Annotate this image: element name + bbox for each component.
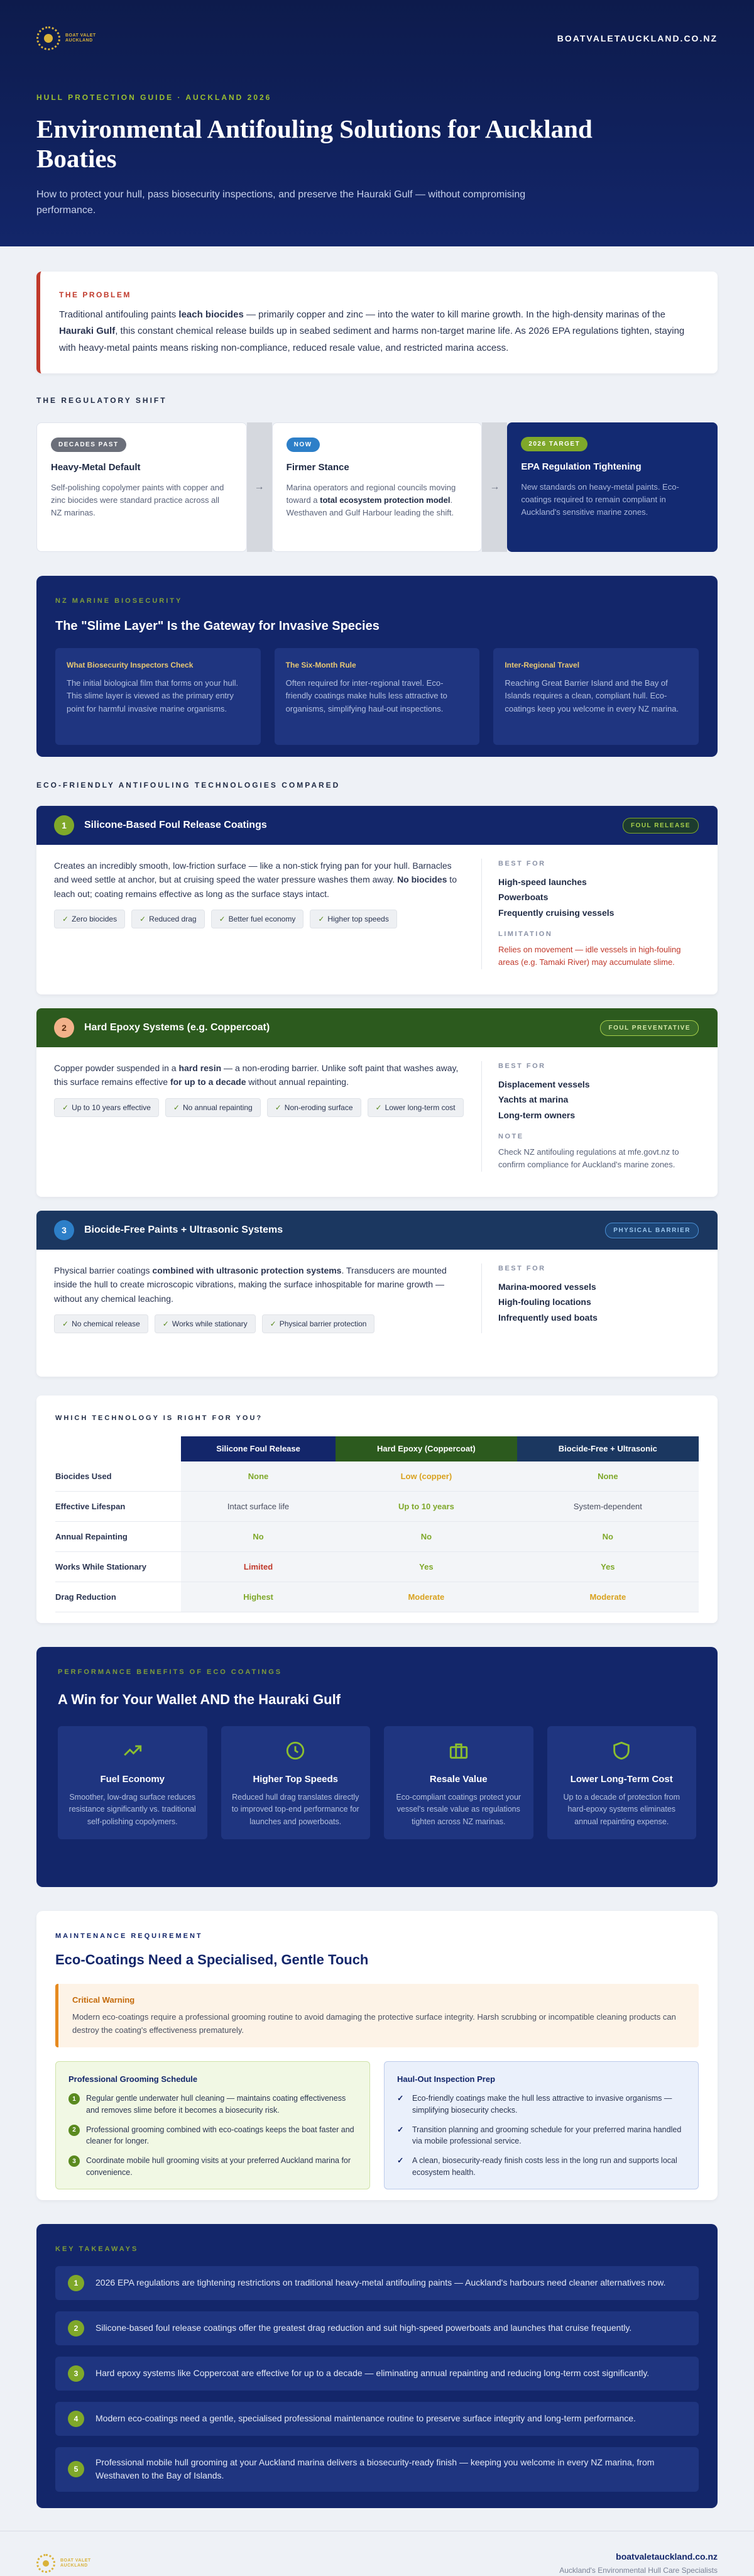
arrow-right-icon: →	[482, 422, 507, 552]
table-row	[55, 1552, 699, 1582]
problem-label: THE PROBLEM	[59, 290, 131, 299]
takeaway-item: 5 Professional mobile hull grooming at your Auckland marina delivers a biosecurity-ready finish — keeping you welcome in every NZ marina, from Westhaven to the Bay of Islands.	[55, 2447, 699, 2492]
step-title: Firmer Stance	[286, 462, 349, 473]
warning-text: Modern eco-coatings require a professional grooming routine to avoid damaging the protective surface integrity. Harsh scrubbing or incompatible cleaning products can destroy the coating's effectiveness prematurely.	[72, 2012, 676, 2035]
check-icon: ✓	[275, 1103, 281, 1112]
row-label: Effective Lifespan	[55, 1492, 181, 1522]
critical-warning	[55, 1984, 699, 2047]
table-cell: No	[517, 1522, 699, 1552]
performance-section	[36, 1647, 718, 1887]
best-for-item: Long-term owners	[498, 1109, 576, 1120]
maintenance-title: Eco-Coatings Need a Specialised, Gentle Touch	[55, 1951, 369, 1968]
footer-url-link[interactable]: boatvaletauckland.co.nz	[616, 2551, 718, 2562]
benefit-card	[58, 1726, 207, 1839]
card-title: Inter-Regional Travel	[505, 660, 580, 669]
tech-description: Physical barrier coatings combined with ultrasonic protection systems. Transducers are mounted inside the hull to create microscopic vibrations, making the surface inhospitable for marine growth — without any chemical leaching.	[54, 1265, 447, 1304]
check-icon: ✓	[219, 915, 226, 924]
timeline-step-2026	[507, 422, 718, 552]
table-row	[55, 1582, 699, 1612]
tech-tag: PHYSICAL BARRIER	[605, 1223, 699, 1238]
table-row	[55, 1492, 699, 1522]
step-badge: DECADES PAST	[51, 438, 126, 452]
hero-subtitle: How to protect your hull, pass biosecurity inspections, and preserve the Hauraki Gulf — without compromising performance.	[36, 189, 526, 216]
benefit-title: Fuel Economy	[100, 1773, 165, 1785]
check-icon: ✓	[397, 2156, 404, 2166]
table-row	[55, 1461, 699, 1492]
tech-number: 3	[54, 1220, 74, 1240]
tech-card-ultrasonic	[36, 1211, 718, 1377]
problem-text: Traditional antifouling paints leach biocides — primarily copper and zinc — into the water to kill marine growth. In the high-density marinas of the Hauraki Gulf, this constant chemical release builds up in seabed sediment and harms non-target marine life. As 2026 EPA regulations tighten, staying with heavy-metal paints means risking non-compliance, reduced resale value, and restricted marina access.	[59, 309, 685, 353]
briefcase-icon	[448, 1740, 469, 1761]
check-icon: ✓	[397, 2125, 404, 2134]
column-header: Silicone Foul Release	[181, 1436, 336, 1461]
comparison-table	[55, 1436, 699, 1613]
step-text: Marina operators and regional councils moving toward a total ecosystem protection model. Westhaven and Gulf Harbour leading the shift.	[286, 482, 456, 517]
tech-section-label: ECO-FRIENDLY ANTIFOULING TECHNOLOGIES COMPARED	[36, 781, 341, 790]
table-cell: Low (copper)	[336, 1461, 517, 1492]
tech-title: Hard Epoxy Systems (e.g. Coppercoat)	[84, 1022, 270, 1033]
regulatory-label: THE REGULATORY SHIFT	[36, 396, 167, 405]
table-cell: Moderate	[336, 1582, 517, 1612]
logo-line-2: AUCKLAND	[65, 38, 93, 43]
page-title: Environmental Antifouling Solutions for Auckland Boaties	[36, 114, 593, 173]
tech-description: Copper powder suspended in a hard resin — a non-eroding barrier. Unlike soft paint that washes away, this surface remains effective for up to a decade without annual repainting.	[54, 1063, 459, 1087]
takeaway-item: 3 Hard epoxy systems like Coppercoat are effective for up to a decade — eliminating annual repainting and reducing long-term cost significantly.	[55, 2357, 699, 2391]
grooming-step: 2 Professional grooming combined with eco-coatings keeps the boat faster and cleaner for longer.	[68, 2124, 357, 2148]
check-icon: ✓	[397, 2094, 404, 2103]
problem-callout	[36, 272, 718, 373]
benefit-text: Up to a decade of protection from hard-epoxy systems eliminates annual repainting expense.	[563, 1793, 680, 1826]
haulout-prep	[384, 2061, 699, 2189]
arrow-right-icon: →	[247, 422, 272, 552]
step-title: Heavy-Metal Default	[51, 462, 141, 473]
step-text: New standards on heavy-metal paints. Eco-coatings required to remain compliant in Auckland's sensitive marine zones.	[521, 482, 679, 517]
footer-tagline: Auckland's Environmental Hull Care Specialists	[559, 2566, 718, 2575]
biosecurity-card	[493, 648, 699, 745]
row-label: Works While Stationary	[55, 1552, 181, 1582]
benefit-text: Smoother, low-drag surface reduces resistance significantly vs. traditional self-polishing copolymers.	[68, 1793, 196, 1826]
note-text: Check NZ antifouling regulations at mfe.govt.nz to confirm compliance for Auckland's marine zones.	[498, 1147, 679, 1170]
check-icon: ✓	[139, 915, 146, 924]
trending-up-icon	[122, 1740, 143, 1761]
step-badge: NOW	[287, 438, 320, 452]
takeaway-item: 2 Silicone-based foul release coatings offer the greatest drag reduction and suit high-speed powerboats and launches that cruise frequently.	[55, 2311, 699, 2345]
check-icon: ✓	[270, 1319, 276, 1329]
site-url-link[interactable]: BOATVALETAUCKLAND.CO.NZ	[557, 33, 718, 43]
best-for-item: High-speed launches	[498, 876, 587, 887]
footer-logo[interactable]: BOAT VALET AUCKLAND	[36, 2554, 91, 2573]
feature-chip: ✓ Higher top speeds	[310, 910, 396, 928]
performance-title: A Win for Your Wallet AND the Hauraki Gulf	[58, 1691, 341, 1707]
feature-chip: ✓ Lower long-term cost	[368, 1098, 464, 1117]
key-takeaways-section	[36, 2224, 718, 2508]
comparison-table-section	[36, 1395, 718, 1623]
takeaway-item: 4 Modern eco-coatings need a gentle, specialised professional maintenance routine to preserve surface integrity and long-term performance.	[55, 2402, 699, 2436]
compass-icon	[36, 26, 60, 50]
tech-description: Creates an incredibly smooth, low-friction surface — like a non-stick frying pan for your hull. Barnacles and weed settle at anchor, but at cruising speed the water pressure washes them away. No biocides to leach out; coating remains effective as long as the surface stays intact.	[54, 861, 457, 899]
feature-chip: ✓ Better fuel economy	[211, 910, 304, 928]
feature-chip: ✓ Physical barrier protection	[262, 1314, 375, 1333]
grooming-step: 1 Regular gentle underwater hull cleaning — maintains coating effectiveness and removes slime before it becomes a biosecurity risk.	[68, 2093, 357, 2116]
table-cell: None	[181, 1461, 336, 1492]
tech-card-epoxy	[36, 1008, 718, 1197]
limitation-label: LIMITATION	[498, 930, 553, 938]
best-for-item: Displacement vessels	[498, 1079, 590, 1089]
best-for-item: Marina-moored vessels	[498, 1281, 596, 1292]
step-badge: 2026 TARGET	[521, 437, 587, 451]
limitation-text: Relies on movement — idle vessels in high-fouling areas (e.g. Tamaki River) may accumulate slime.	[498, 944, 681, 967]
best-for-item: Powerboats	[498, 892, 549, 902]
feature-chip: ✓ No annual repainting	[165, 1098, 261, 1117]
compass-icon	[36, 2554, 55, 2573]
card-title: What Biosecurity Inspectors Check	[67, 660, 194, 669]
benefit-card	[384, 1726, 533, 1839]
row-label: Drag Reduction	[55, 1582, 181, 1612]
page-footer	[0, 2531, 754, 2576]
brand-logo[interactable]	[36, 26, 96, 50]
biosecurity-section	[36, 576, 718, 757]
benefit-title: Lower Long-Term Cost	[570, 1773, 673, 1785]
haulout-item: ✓ Transition planning and grooming schedule for your preferred marina handled via mobile professional service.	[397, 2124, 686, 2148]
grooming-title: Professional Grooming Schedule	[68, 2074, 198, 2084]
benefit-card	[547, 1726, 697, 1839]
check-icon: ✓	[375, 1103, 382, 1112]
maintenance-section	[36, 1911, 718, 2200]
table-row	[55, 1522, 699, 1552]
feature-chip: ✓ Up to 10 years effective	[54, 1098, 159, 1117]
haulout-item: ✓ A clean, biosecurity-ready finish costs less in the long run and supports local ecosystem health.	[397, 2155, 686, 2179]
check-icon: ✓	[62, 1103, 69, 1112]
feature-chip: ✓ Works while stationary	[155, 1314, 256, 1333]
biosecurity-eyebrow: NZ MARINE BIOSECURITY	[55, 597, 183, 605]
best-for-label: BEST FOR	[498, 1265, 546, 1272]
benefit-text: Reduced hull drag translates directly to improved top-end performance for launches and powerboats.	[231, 1793, 359, 1826]
row-label: Annual Repainting	[55, 1522, 181, 1552]
check-icon: ✓	[318, 915, 325, 924]
clock-icon	[285, 1740, 306, 1761]
haulout-item: ✓ Eco-friendly coatings make the hull less attractive to invasive organisms — simplifying biosecurity checks.	[397, 2093, 686, 2116]
table-cell: Moderate	[517, 1582, 699, 1612]
table-cell: Limited	[181, 1552, 336, 1582]
timeline-step-now	[272, 422, 483, 552]
warning-title: Critical Warning	[72, 1995, 135, 2005]
grooming-schedule	[55, 2061, 370, 2189]
table-cell: No	[181, 1522, 336, 1552]
note-label: NOTE	[498, 1133, 524, 1140]
feature-chip: ✓ No chemical release	[54, 1314, 148, 1333]
table-cell: Intact surface life	[181, 1492, 336, 1522]
takeaways-eyebrow: KEY TAKEAWAYS	[55, 2245, 139, 2253]
feature-chip: ✓ Non-eroding surface	[267, 1098, 361, 1117]
table-cell: No	[336, 1522, 517, 1552]
regulatory-timeline	[36, 422, 718, 552]
performance-eyebrow: PERFORMANCE BENEFITS OF ECO COATINGS	[58, 1668, 283, 1676]
row-label: Biocides Used	[55, 1461, 181, 1492]
card-title: The Six-Month Rule	[285, 660, 356, 669]
biosecurity-card	[275, 648, 480, 745]
tech-tag: FOUL RELEASE	[623, 818, 699, 834]
table-cell: System-dependent	[517, 1492, 699, 1522]
takeaway-item: 1 2026 EPA regulations are tightening restrictions on traditional heavy-metal antifouling paints — Auckland's harbours need cleaner alternatives now.	[55, 2266, 699, 2300]
table-cell: Highest	[181, 1582, 336, 1612]
logo-line-1: BOAT VALET	[65, 33, 96, 38]
tech-number: 1	[54, 815, 74, 835]
step-text: Self-polishing copolymer paints with copper and zinc biocides were standard practice across all NZ marinas.	[51, 482, 224, 517]
best-for-item: Infrequently used boats	[498, 1312, 598, 1323]
grooming-step: 3 Coordinate mobile hull grooming visits at your preferred Auckland marina for convenience.	[68, 2155, 357, 2179]
best-for-item: Yachts at marina	[498, 1094, 569, 1104]
feature-chip: ✓ Zero biocides	[54, 910, 125, 928]
check-icon: ✓	[62, 1319, 69, 1329]
best-for-item: High-fouling locations	[498, 1297, 591, 1307]
tech-title: Biocide-Free Paints + Ultrasonic Systems	[84, 1225, 283, 1235]
table-cell: Yes	[336, 1552, 517, 1582]
feature-chip: ✓ Reduced drag	[131, 910, 204, 928]
column-header: Hard Epoxy (Coppercoat)	[336, 1436, 517, 1461]
benefit-title: Higher Top Speeds	[253, 1773, 339, 1785]
benefit-text: Eco-compliant coatings protect your vessel's resale value as regulations tighten across NZ marinas.	[396, 1793, 522, 1826]
card-text: Reaching Great Barrier Island and the Bay of Islands requires a clean, compliant hull. Eco-coatings keep you welcome in every NZ marina.	[505, 678, 679, 714]
card-text: Often required for inter-regional travel. Eco-friendly coatings make hulls less attractive to organisms, simplifying haul-out inspections.	[285, 678, 447, 714]
timeline-step-past	[36, 422, 247, 552]
tech-card-silicone	[36, 806, 718, 994]
column-header: Biocide-Free + Ultrasonic	[517, 1436, 699, 1461]
tech-tag: FOUL PREVENTATIVE	[600, 1020, 699, 1036]
biosecurity-card	[55, 648, 261, 745]
benefit-card	[221, 1726, 371, 1839]
hero-eyebrow: HULL PROTECTION GUIDE · AUCKLAND 2026	[36, 93, 272, 102]
table-cell: Yes	[517, 1552, 699, 1582]
check-icon: ✓	[162, 1319, 169, 1329]
best-for-label: BEST FOR	[498, 1062, 546, 1070]
table-cell: None	[517, 1461, 699, 1492]
best-for-label: BEST FOR	[498, 860, 546, 867]
check-icon: ✓	[62, 915, 69, 924]
hero-banner	[0, 0, 754, 246]
biosecurity-title: The "Slime Layer" Is the Gateway for Invasive Species	[55, 619, 380, 633]
shield-icon	[611, 1740, 632, 1761]
check-icon: ✓	[173, 1103, 180, 1112]
tech-title: Silicone-Based Foul Release Coatings	[84, 820, 267, 830]
tech-number: 2	[54, 1018, 74, 1038]
step-title: EPA Regulation Tightening	[521, 461, 642, 472]
card-text: The initial biological film that forms on your hull. This slime layer is viewed as the primary entry point for harmful invasive marine organisms.	[67, 678, 239, 714]
comparison-label: WHICH TECHNOLOGY IS RIGHT FOR YOU?	[55, 1414, 263, 1422]
benefit-title: Resale Value	[429, 1773, 488, 1785]
best-for-item: Frequently cruising vessels	[498, 907, 615, 918]
maintenance-eyebrow: MAINTENANCE REQUIREMENT	[55, 1932, 203, 1940]
haulout-title: Haul-Out Inspection Prep	[397, 2074, 496, 2084]
table-cell: Up to 10 years	[336, 1492, 517, 1522]
